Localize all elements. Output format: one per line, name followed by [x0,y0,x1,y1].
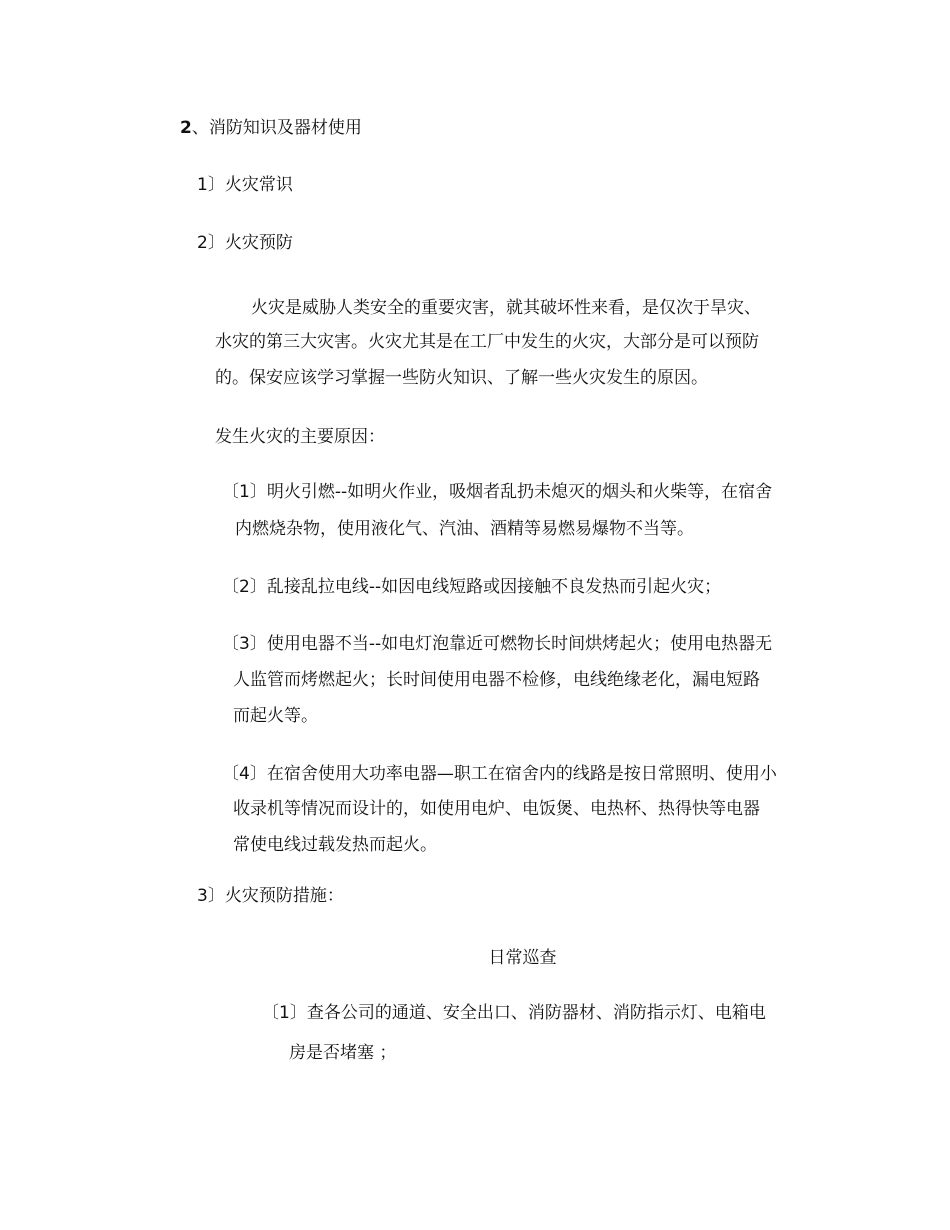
subsection-fire-prevention: 2〕火灾预防 [197,233,293,253]
cause-item-line: 收录机等情况而设计的，如使用电炉、电饭煲、电热杯、热得快等电器 [233,799,760,819]
subsection-fire-knowledge: 1〕火灾常识 [197,175,293,195]
daily-patrol-title: 日常巡查 [488,948,557,968]
paragraph-line: 的。保安应该学习掌握一些防火知识、了解一些火灾发生的原因。 [215,368,708,388]
cause-item-line: 而起火等。 [233,706,318,726]
section-number: 2 [180,118,192,138]
patrol-item-line: 〔1〕查各公司的通道、安全出口、消防器材、消防指示灯、电箱电 [262,1003,766,1023]
patrol-item-line: 房是否堵塞 ； [289,1043,397,1063]
cause-item-line: 〔4〕在宿舍使用大功率电器—职工在宿舍内的线路是按日常照明、使用小 [222,764,777,784]
cause-item-line: 〔3〕使用电器不当--如电灯泡靠近可燃物长时间烘烤起火；使用电热器无 [222,634,773,654]
cause-item-line: 人监管而烤燃起火；长时间使用电器不检修，电线绝缘老化，漏电短路 [233,670,760,690]
subsection-prevention-measures: 3〕火灾预防措施： [197,886,344,906]
cause-item-line: 内燃烧杂物，使用液化气、汽油、酒精等易燃易爆物不当等。 [235,519,694,539]
paragraph-line: 火灾是威胁人类安全的重要灾害，就其破坏性来看，是仅次于旱灾、 [251,298,761,318]
paragraph-line: 水灾的第三大灾害。火灾尤其是在工厂中发生的火灾，大部分是可以预防 [215,332,759,352]
section-title: 、消防知识及器材使用 [191,118,362,138]
section-heading [180,116,362,140]
cause-item-line: 〔1〕明火引燃--如明火作业，吸烟者乱扔未熄灭的烟头和火柴等，在宿舍 [222,482,773,502]
causes-heading: 发生火灾的主要原因： [215,427,385,447]
cause-item-line: 常使电线过载发热而起火。 [233,835,437,855]
cause-item-line: 〔2〕乱接乱拉电线--如因电线短路或因接触不良发热而引起火灾； [222,577,722,597]
